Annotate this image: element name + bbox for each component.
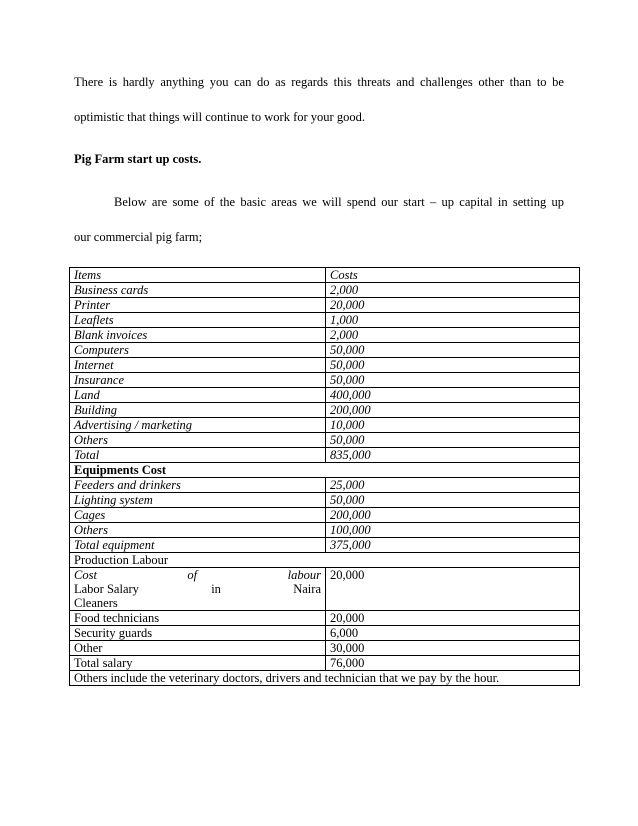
row-cost: 1,000 bbox=[326, 313, 580, 328]
row-cost: 2,000 bbox=[326, 283, 580, 298]
row-item: Others bbox=[70, 433, 326, 448]
word-of: of bbox=[187, 568, 198, 582]
row-item: Blank invoices bbox=[70, 328, 326, 343]
table-row bbox=[70, 626, 580, 641]
header-items: Items bbox=[70, 268, 326, 283]
row-item: Total salary bbox=[70, 656, 326, 671]
row-cost: 200,000 bbox=[326, 403, 580, 418]
footer-note-row bbox=[70, 671, 580, 686]
row-item: Food technicians bbox=[70, 611, 326, 626]
row-item: Business cards bbox=[70, 283, 326, 298]
row-item: Leaflets bbox=[70, 313, 326, 328]
row-cost: 375,000 bbox=[326, 538, 580, 553]
table-row bbox=[70, 403, 580, 418]
row-cost: 2,000 bbox=[326, 328, 580, 343]
row-cost: 835,000 bbox=[326, 448, 580, 463]
row-cost: 76,000 bbox=[326, 656, 580, 671]
row-item: Land bbox=[70, 388, 326, 403]
header-costs: Costs bbox=[326, 268, 580, 283]
equipment-heading: Equipments Cost bbox=[70, 463, 580, 478]
labour-block-cost: 20,000 bbox=[326, 568, 580, 611]
word-in: in bbox=[211, 582, 221, 596]
table-row bbox=[70, 313, 580, 328]
row-cost: 50,000 bbox=[326, 493, 580, 508]
row-item: Cages bbox=[70, 508, 326, 523]
word-naira: Naira bbox=[293, 582, 321, 596]
table-row-total bbox=[70, 448, 580, 463]
word-labor-salary: Labor Salary bbox=[74, 582, 139, 596]
row-cost: 100,000 bbox=[326, 523, 580, 538]
table-row bbox=[70, 611, 580, 626]
table-row bbox=[70, 493, 580, 508]
equipment-heading-row bbox=[70, 463, 580, 478]
table-row bbox=[70, 478, 580, 493]
intro-line-2: optimistic that things will continue to work for your good. bbox=[74, 110, 365, 124]
footer-note: Others include the veterinary doctors, drivers and technician that we pay by the hour. bbox=[70, 671, 580, 686]
row-item: Feeders and drinkers bbox=[70, 478, 326, 493]
table-row bbox=[70, 433, 580, 448]
row-item: Total equipment bbox=[70, 538, 326, 553]
section-heading: Pig Farm start up costs. bbox=[74, 152, 202, 166]
row-cost: 50,000 bbox=[326, 343, 580, 358]
body-line-2: our commercial pig farm; bbox=[74, 230, 203, 244]
table-row bbox=[70, 373, 580, 388]
table-row bbox=[70, 508, 580, 523]
row-item: Total bbox=[70, 448, 326, 463]
table-row bbox=[70, 283, 580, 298]
table-row bbox=[70, 343, 580, 358]
row-cost: 50,000 bbox=[326, 358, 580, 373]
table-row-total bbox=[70, 538, 580, 553]
labour-block-line-3: Cleaners bbox=[74, 596, 118, 610]
row-cost: 10,000 bbox=[326, 418, 580, 433]
labour-block-line-1 bbox=[74, 568, 321, 582]
row-item: Lighting system bbox=[70, 493, 326, 508]
row-item: Printer bbox=[70, 298, 326, 313]
row-item: Building bbox=[70, 403, 326, 418]
table-row bbox=[70, 298, 580, 313]
row-item: Other bbox=[70, 641, 326, 656]
row-item: Computers bbox=[70, 343, 326, 358]
labour-block-row bbox=[70, 568, 580, 611]
intro-line-1: There is hardly anything you can do as regards this threats and challenges other than to be bbox=[74, 75, 564, 89]
row-item: Insurance bbox=[70, 373, 326, 388]
row-item: Advertising / marketing bbox=[70, 418, 326, 433]
row-cost: 6,000 bbox=[326, 626, 580, 641]
row-item: Others bbox=[70, 523, 326, 538]
table-row bbox=[70, 328, 580, 343]
table-row-total bbox=[70, 656, 580, 671]
labour-block-line-2 bbox=[74, 582, 321, 596]
word-labour: labour bbox=[287, 568, 321, 582]
table-header-row bbox=[70, 268, 580, 283]
table-row bbox=[70, 358, 580, 373]
labour-heading-row bbox=[70, 553, 580, 568]
table-row bbox=[70, 418, 580, 433]
row-item: Security guards bbox=[70, 626, 326, 641]
row-cost: 20,000 bbox=[326, 298, 580, 313]
labour-heading: Production Labour bbox=[70, 553, 580, 568]
table-row bbox=[70, 641, 580, 656]
row-cost: 200,000 bbox=[326, 508, 580, 523]
body-line-1: Below are some of the basic areas we will spend our start – up capital in setting up bbox=[114, 195, 564, 209]
startup-costs-table bbox=[69, 267, 580, 686]
row-cost: 30,000 bbox=[326, 641, 580, 656]
labour-block-item bbox=[70, 568, 326, 611]
table-row bbox=[70, 388, 580, 403]
row-item: Internet bbox=[70, 358, 326, 373]
table-row bbox=[70, 523, 580, 538]
row-cost: 50,000 bbox=[326, 433, 580, 448]
row-cost: 20,000 bbox=[326, 611, 580, 626]
row-cost: 25,000 bbox=[326, 478, 580, 493]
word-cost: Cost bbox=[74, 568, 97, 582]
row-cost: 400,000 bbox=[326, 388, 580, 403]
row-cost: 50,000 bbox=[326, 373, 580, 388]
